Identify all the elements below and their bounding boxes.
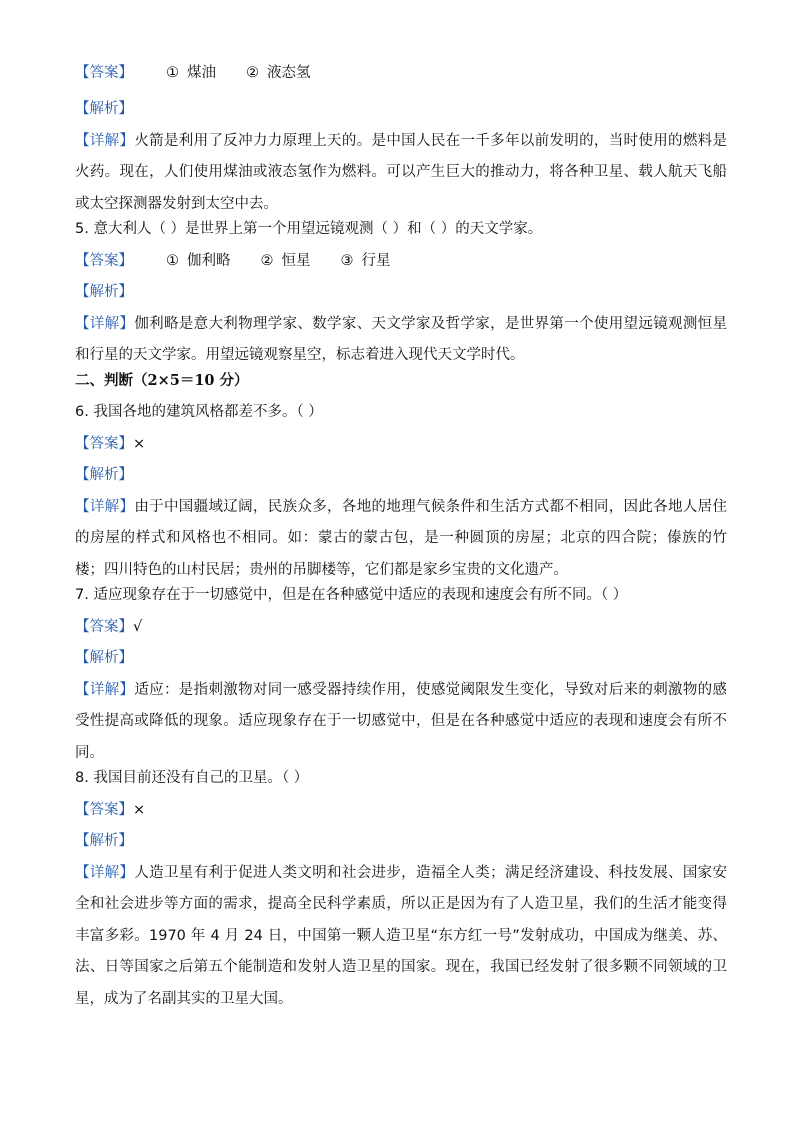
analysis-label-row bbox=[75, 647, 727, 669]
question-5: 5. 意大利人（ ）是世界上第一个用望远镜观测（ ）和（ ）的天文学家。 bbox=[75, 221, 543, 237]
question-8: 8. 我国目前还没有自己的卫星。（ ） bbox=[75, 770, 309, 786]
answer-option bbox=[246, 62, 311, 84]
answer-row bbox=[75, 62, 727, 84]
option-text: 行星 bbox=[361, 252, 391, 269]
option-text: 恒星 bbox=[281, 252, 311, 269]
detail-paragraph bbox=[75, 126, 727, 221]
option-number: ③ bbox=[340, 252, 354, 269]
answer-tag: 【答案】 bbox=[75, 435, 133, 452]
answer-mark: × bbox=[133, 435, 146, 452]
detail-tag: 【详解】 bbox=[75, 681, 135, 698]
detail-tag: 【详解】 bbox=[75, 498, 135, 515]
analysis-tag: 【解析】 bbox=[75, 284, 133, 300]
detail-text: 伽利略是意大利物理学家、数学家、天文学家及哲学家，是世界第一个使用望远镜观测恒星和行星的天文学家。用望远镜观察星空，标志着进入现代天文学时代。 bbox=[75, 315, 728, 363]
analysis-tag: 【解析】 bbox=[75, 650, 133, 666]
answer-row bbox=[75, 250, 727, 272]
question-6: 6. 我国各地的建筑风格都差不多。（ ） bbox=[75, 404, 323, 420]
analysis-label-row bbox=[75, 98, 727, 120]
analysis-label-row bbox=[75, 830, 727, 852]
answer-tag: 【答案】 bbox=[75, 801, 133, 818]
analysis-label-row bbox=[75, 281, 727, 303]
answer-option bbox=[341, 250, 391, 272]
answer-option bbox=[261, 250, 311, 272]
detail-tag: 【详解】 bbox=[75, 132, 135, 149]
question-7: 7. 适应现象存在于一切感觉中，但是在各种感觉中适应的表现和速度会有所不同。（ ） bbox=[75, 587, 628, 603]
detail-tag: 【详解】 bbox=[75, 864, 135, 881]
detail-text: 火箭是利用了反冲力力原理上天的。是中国人民在一千多年以前发明的，当时使用的燃料是火药。现在，人们使用煤油或液态氢作为燃料。可以产生巨大的推动力，将各种卫星、载人航天飞船或太空探测器发射到太空中去。 bbox=[75, 132, 728, 212]
option-text: 伽利略 bbox=[187, 252, 231, 269]
detail-text: 由于中国疆域辽阔，民族众多，各地的地理气候条件和生活方式都不相同，因此各地人居住的房屋的样式和风格也不相同。如：蒙古的蒙古包，是一种圆顶的房屋；北京的四合院；傣族的竹楼；四川特色的山村民居；贵州的吊脚楼等，它们都是家乡宝贵的文化遗产。 bbox=[75, 498, 728, 578]
detail-paragraph bbox=[75, 309, 727, 372]
option-text: 液态氢 bbox=[267, 65, 311, 81]
analysis-label-row bbox=[75, 464, 727, 486]
answer-row bbox=[75, 799, 727, 821]
answer-tag: 【答案】 bbox=[75, 252, 133, 269]
detail-paragraph bbox=[75, 675, 727, 770]
answer-row bbox=[75, 433, 727, 455]
option-text: 煤油 bbox=[187, 65, 216, 81]
section-heading: 二、判断（2×5＝10 分） bbox=[75, 371, 249, 389]
detail-paragraph bbox=[75, 492, 727, 587]
detail-text: 适应：是指刺激物对同一感受器持续作用，使感觉阈限发生变化，导致对后来的刺激物的感受性提高或降低的现象。适应现象存在于一切感觉中，但是在各种感觉中适应的表现和速度会有所不同。 bbox=[75, 681, 728, 761]
answer-mark: × bbox=[133, 801, 146, 818]
option-number: ② bbox=[260, 252, 274, 269]
answer-tag: 【答案】 bbox=[75, 618, 133, 635]
option-number: ① bbox=[166, 65, 179, 81]
detail-text: 人造卫星有利于促进人类文明和社会进步，造福全人类；满足经济建设、科技发展、国家安全和社会进步等方面的需求，提高全民科学素质，所以正是因为有了人造卫星，我们的生活才能变得丰富多彩。1970 年 4 月 24 日，中国第一颗人造卫星“东方红一号”发射成功，中国成为继美、苏、法、日等国家之后第五个能制造和发射人造卫星的国家。现在，我国已经发射了很多颗不同领域的卫星，成为了名副其实的卫星大国。 bbox=[75, 864, 728, 1007]
analysis-tag: 【解析】 bbox=[75, 467, 133, 483]
option-number: ② bbox=[246, 65, 259, 81]
detail-tag: 【详解】 bbox=[75, 315, 135, 332]
analysis-tag: 【解析】 bbox=[75, 101, 133, 117]
analysis-tag: 【解析】 bbox=[75, 833, 133, 849]
answer-row bbox=[75, 616, 727, 638]
answer-option bbox=[166, 250, 231, 272]
detail-paragraph bbox=[75, 858, 727, 1016]
answer-option bbox=[166, 62, 216, 84]
answer-mark: √ bbox=[133, 618, 143, 635]
answer-tag: 【答案】 bbox=[75, 65, 133, 81]
document-page bbox=[75, 62, 727, 1015]
option-number: ① bbox=[166, 252, 179, 269]
